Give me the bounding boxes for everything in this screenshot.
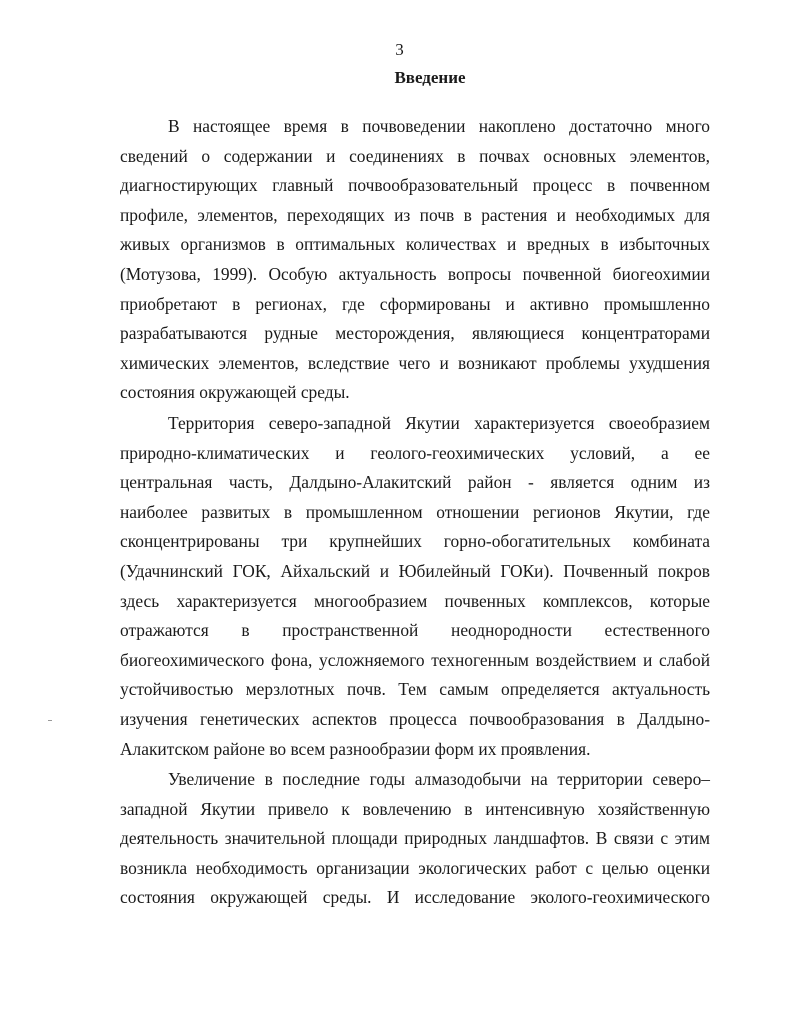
text-line: Территория северо-западной Якутии характеризуется своеобразием	[168, 413, 710, 433]
paragraph-2	[120, 409, 710, 764]
text-line: биогеохимического фона, усложняемого техногенным воздействием и слабой	[120, 649, 710, 670]
text-line: возникла необходимость организации экологических работ с целью оценки	[120, 857, 710, 878]
text-line: профиле, элементов, переходящих из почв в растения и необходимых для	[120, 204, 710, 225]
text-line: деятельность значительной площади природных ландшафтов. В связи с этим	[120, 828, 710, 849]
text-line: диагностирующих главный почвообразовательный процесс в почвенном	[120, 175, 710, 196]
text-line: наиболее развитых в промышленном отношении регионов Якутии, где	[120, 501, 710, 522]
text-line: устойчивостью мерзлотных почв. Тем самым определяется актуальность	[120, 679, 710, 700]
margin-mark	[48, 720, 52, 721]
text-line: разрабатываются рудные месторождения, являющиеся концентраторами	[120, 323, 710, 344]
text-line: В настоящее время в почвоведении накоплено достаточно много	[168, 116, 710, 136]
paragraph-1	[120, 112, 710, 408]
text-line: сведений о содержании и соединениях в почвах основных элементов,	[120, 145, 710, 166]
text-line: отражаются в пространственной неоднородности естественного	[120, 620, 710, 641]
text-line: природно-климатических и геолого-геохимических условий, а ее	[120, 442, 710, 463]
paragraph-3	[120, 765, 710, 913]
text-line: центральная часть, Далдыно-Алакитский район - является одним из	[120, 472, 710, 493]
text-line: состояния окружающей среды. И исследование эколого-геохимического	[120, 887, 710, 908]
text-line: приобретают в регионах, где сформированы и активно промышленно	[120, 293, 710, 314]
text-line: (Мотузова, 1999). Особую актуальность вопросы почвенной биогеохимии	[120, 263, 710, 284]
text-line: состояния окружающей среды.	[120, 382, 350, 403]
section-title: Введение	[394, 68, 466, 87]
text-line: сконцентрированы три крупнейших горно-обогатительных комбината	[120, 531, 710, 552]
text-line: живых организмов в оптимальных количествах и вредных в избыточных	[120, 234, 710, 255]
page-number: 3	[395, 40, 404, 59]
text-line: Алакитском районе во всем разнообразии форм их проявления.	[120, 738, 591, 759]
text-line: Увеличение в последние годы алмазодобычи на территории северо–	[168, 769, 710, 789]
text-line: здесь характеризуется многообразием почвенных комплексов, которые	[120, 590, 710, 611]
text-line: (Удачнинский ГОК, Айхальский и Юбилейный ГОКи). Почвенный покров	[120, 560, 710, 581]
text-line: западной Якутии привело к вовлечению в интенсивную хозяйственную	[120, 798, 710, 819]
text-line: изучения генетических аспектов процесса почвообразования в Далдыно-	[120, 708, 710, 729]
text-line: химических элементов, вследствие чего и возникают проблемы ухудшения	[120, 352, 710, 373]
